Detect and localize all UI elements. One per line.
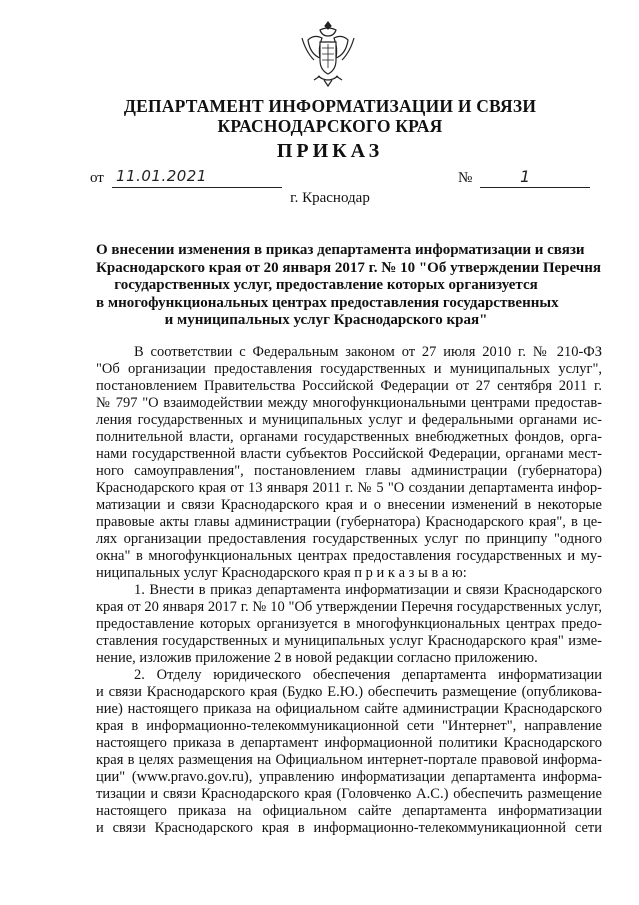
city: г. Краснодар <box>290 190 370 206</box>
body-line: нение, изложив приложение 2 в новой редакции согласно приложению. <box>96 650 538 666</box>
date-handwritten: 11.01.2021 <box>116 167 207 185</box>
body-line: тизации и связи Краснодарского края (Головченко А.С.) обеспечить размещение <box>96 786 602 802</box>
body-line: ниципальных услуг Краснодарского края п р и к а з ы в а ю: <box>96 565 467 581</box>
date-underline <box>112 187 282 188</box>
body-line: матизации и связи Краснодарского края и о внесении изменений в некоторые <box>96 497 602 513</box>
body-line: и связи Краснодарского края в информационно-телекоммуникационной сети <box>96 820 602 836</box>
body-line: В соответствии с Федеральным законом от 27 июля 2010 г. № 210-ФЗ <box>134 344 602 360</box>
title-line: государственных услуг, предоставление которых организуется <box>114 277 538 293</box>
body-line: № 797 "О взаимодействии между многофункциональными центрами предостав- <box>96 395 602 411</box>
order-body <box>96 344 602 837</box>
number-underline <box>480 187 590 188</box>
body-line: ного самоуправления", постановлением главы администрации (губернатора) <box>96 463 602 479</box>
body-line: ции" (www.pravo.gov.ru), управлению информатизации департамента информа- <box>96 769 602 785</box>
body-line: настоящего приказа на официальном сайте департамента информатизации <box>96 803 602 819</box>
body-line: настоящего приказа в департамент информационной политики Краснодарского <box>96 735 602 751</box>
body-line: окна" в многофункциональных центрах предоставления государственных и му- <box>96 548 602 564</box>
title-line: и муниципальных услуг Краснодарского края" <box>164 312 488 328</box>
order-title <box>96 242 602 330</box>
body-line: края в целях размещения на Официальном интернет-портале правовой информа- <box>96 752 602 768</box>
body-line: 2. Отделу юридического обеспечения департамента информатизации <box>134 667 602 683</box>
body-line: края в информационно-телекоммуникационной сети "Интернет", направление <box>96 718 602 734</box>
coat-of-arms-emblem <box>298 18 358 90</box>
department-name-line1: ДЕПАРТАМЕНТ ИНФОРМАТИЗАЦИИ И СВЯЗИ <box>123 96 537 116</box>
body-line: Краснодарского края от 13 января 2011 г. № 5 "О создании департамента инфор- <box>96 480 602 496</box>
body-line: ставления государственных и муниципальных услуг Краснодарского края" изме- <box>96 633 602 649</box>
body-line: ления государственных и муниципальных услуг и федеральными органами ис- <box>96 412 602 428</box>
body-line: 1. Внести в приказ департамента информатизации и связи Краснодарского <box>134 582 602 598</box>
number-prefix: № <box>458 170 473 186</box>
body-line: нами государственной власти субъектов Российской Федерации, органами мест- <box>96 446 602 462</box>
body-line: полнительной власти, органами государственных внебюджетных фондов, орга- <box>96 429 602 445</box>
number-handwritten: 1 <box>520 167 531 186</box>
body-line: лях организации предоставления государственных услуг по принципу "одного <box>96 531 602 547</box>
title-line: Краснодарского края от 20 января 2017 г. № 10 "Об утверждении Перечня <box>96 259 602 276</box>
body-line: и связи Краснодарского края (Будко Е.Ю.) обеспечить размещение (опубликова- <box>96 684 602 700</box>
body-line: ние) настоящего приказа на официальном сайте администрации Краснодарского <box>96 701 602 717</box>
body-line: правовые акты главы администрации (губернатора) Краснодарского края", в це- <box>96 514 602 530</box>
date-prefix: от <box>90 170 104 186</box>
title-line: в многофункциональных центрах предоставления государственных <box>96 294 559 311</box>
body-line: "Об организации предоставления государственных и муниципальных услуг", <box>96 361 602 377</box>
body-line: предоставление которых организуется в многофункциональных центрах предо- <box>96 616 602 632</box>
department-name-line2: КРАСНОДАРСКОГО КРАЯ <box>217 116 443 136</box>
body-line: постановлением Правительства Российской Федерации от 27 сентября 2011 г. <box>96 378 602 394</box>
title-line: О внесении изменения в приказ департамента информатизации и связи <box>96 242 585 258</box>
document-type: ПРИКАЗ <box>276 140 384 162</box>
body-line: края от 20 января 2017 г. № 10 "Об утверждении Перечня государственных услуг, <box>96 599 602 615</box>
